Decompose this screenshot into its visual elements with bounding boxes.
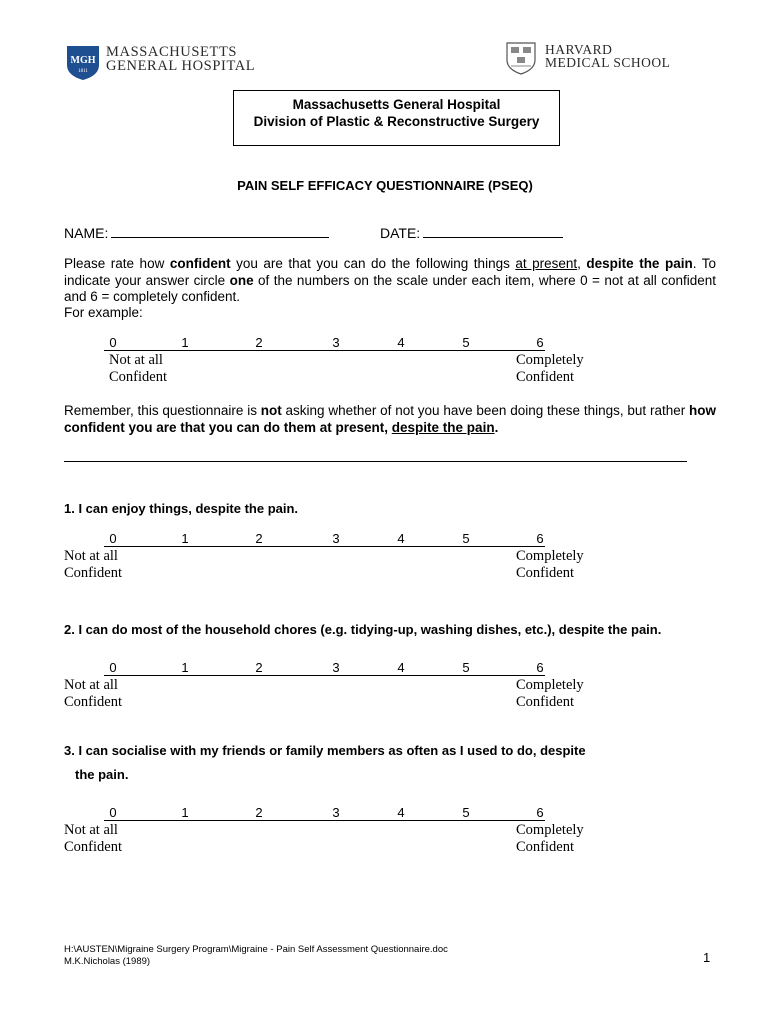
q1-option-1[interactable]: 1 xyxy=(181,531,189,546)
q2-left-label-1: Not at all xyxy=(64,677,118,693)
name-blank[interactable] xyxy=(111,224,329,238)
q1-option-2[interactable]: 2 xyxy=(255,531,263,546)
scale-right-label-1: Completely xyxy=(516,352,584,368)
question-2-scale xyxy=(0,661,770,713)
instructions-paragraph: Please rate how confident you are that you can do the following things at present, despite the pain. To indicate your answer circle one of the numbers on the scale under each item, where 0 = not at all confident and 6 = completely confident. xyxy=(64,256,716,304)
q3-option-1[interactable]: 1 xyxy=(181,805,189,820)
name-label: NAME: xyxy=(64,225,109,241)
reminder-paragraph: Remember, this questionnaire is not asking whether of not you have been doing these things, but rather how confident you are that you can do them at present, despite the pain. xyxy=(64,403,717,435)
mgh-shield-year: 1811 xyxy=(78,69,88,74)
question-3 xyxy=(64,739,724,787)
q3-left-label-2: Confident xyxy=(64,839,122,855)
q3-right-label-1: Completely xyxy=(516,822,584,838)
q1-right-label-1: Completely xyxy=(516,548,584,564)
q1-option-0[interactable]: 0 xyxy=(109,531,117,546)
title-box xyxy=(233,90,560,146)
q1-option-4[interactable]: 4 xyxy=(397,531,405,546)
q2-right-label-2: Confident xyxy=(516,694,574,710)
q2-option-4[interactable]: 4 xyxy=(397,660,405,675)
q2-option-6[interactable]: 6 xyxy=(536,660,544,675)
q1-right-label-2: Confident xyxy=(516,565,574,581)
title-line1: Massachusetts General Hospital xyxy=(292,97,501,112)
q1-option-5[interactable]: 5 xyxy=(462,531,470,546)
q2-left-label-2: Confident xyxy=(64,694,122,710)
q2-right-label-1: Completely xyxy=(516,677,584,693)
q3-option-4[interactable]: 4 xyxy=(397,805,405,820)
footer-path: H:\AUSTEN\Migraine Surgery Program\Migraine - Pain Self Assessment Questionnaire.doc xyxy=(64,944,448,955)
q1-option-3[interactable]: 3 xyxy=(332,531,340,546)
scale-option-0[interactable]: 0 xyxy=(109,335,117,350)
scale-option-1[interactable]: 1 xyxy=(181,335,189,350)
q3-left-label-1: Not at all xyxy=(64,822,118,838)
name-field[interactable] xyxy=(64,224,329,241)
q3-option-0[interactable]: 0 xyxy=(109,805,117,820)
example-scale xyxy=(0,336,770,388)
q3-right-label-2: Confident xyxy=(516,839,574,855)
question-3-line1: 3. I can socialise with my friends or family members as often as I used to do, despite xyxy=(64,743,586,758)
question-1-scale xyxy=(0,532,770,584)
scale-left-label-2: Confident xyxy=(109,369,167,385)
mgh-logo-text xyxy=(106,45,255,73)
q1-left-label-2: Confident xyxy=(64,565,122,581)
svg-text:MGH: MGH xyxy=(70,55,96,66)
mgh-shield-logo xyxy=(66,45,100,81)
q1-left-label-1: Not at all xyxy=(64,548,118,564)
q2-option-5[interactable]: 5 xyxy=(462,660,470,675)
question-1: 1. I can enjoy things, despite the pain. xyxy=(64,501,299,516)
question-2: 2. I can do most of the household chores (e.g. tidying-up, washing dishes, etc.), despite the pain. xyxy=(64,622,662,637)
page-number: 1 xyxy=(703,950,711,965)
q1-option-6[interactable]: 6 xyxy=(536,531,544,546)
scale-left-label-1: Not at all xyxy=(109,352,163,368)
mgh-logo-line2: GENERAL HOSPITAL xyxy=(106,58,256,74)
scale-right-label-2: Confident xyxy=(516,369,574,385)
page-title: PAIN SELF EFFICACY QUESTIONNAIRE (PSEQ) xyxy=(237,178,533,193)
hms-logo-text xyxy=(545,43,670,69)
scale-option-3[interactable]: 3 xyxy=(332,335,340,350)
date-field[interactable] xyxy=(380,224,563,241)
q3-option-5[interactable]: 5 xyxy=(462,805,470,820)
q3-option-3[interactable]: 3 xyxy=(332,805,340,820)
q2-option-1[interactable]: 1 xyxy=(181,660,189,675)
hms-logo-line1: HARVARD xyxy=(545,42,613,57)
question-3-scale xyxy=(0,806,770,858)
q2-option-0[interactable]: 0 xyxy=(109,660,117,675)
harvard-shield-logo xyxy=(506,42,536,75)
footer xyxy=(64,944,448,968)
footer-author: M.K.Nicholas (1989) xyxy=(64,956,151,967)
q3-option-2[interactable]: 2 xyxy=(255,805,263,820)
q3-option-6[interactable]: 6 xyxy=(536,805,544,820)
mgh-logo-line1: MASSACHUSETTS xyxy=(106,44,238,60)
scale-option-2[interactable]: 2 xyxy=(255,335,263,350)
example-label: For example: xyxy=(64,305,143,320)
hms-logo-line2: MEDICAL SCHOOL xyxy=(545,55,671,70)
date-label: DATE: xyxy=(380,225,421,241)
q2-option-2[interactable]: 2 xyxy=(255,660,263,675)
q2-option-3[interactable]: 3 xyxy=(332,660,340,675)
question-3-line2: the pain. xyxy=(75,767,129,782)
scale-option-5[interactable]: 5 xyxy=(462,335,470,350)
scale-option-4[interactable]: 4 xyxy=(397,335,405,350)
divider xyxy=(64,461,687,462)
scale-option-6[interactable]: 6 xyxy=(536,335,544,350)
title-line2: Division of Plastic & Reconstructive Surgery xyxy=(253,114,540,129)
date-blank[interactable] xyxy=(423,224,563,238)
